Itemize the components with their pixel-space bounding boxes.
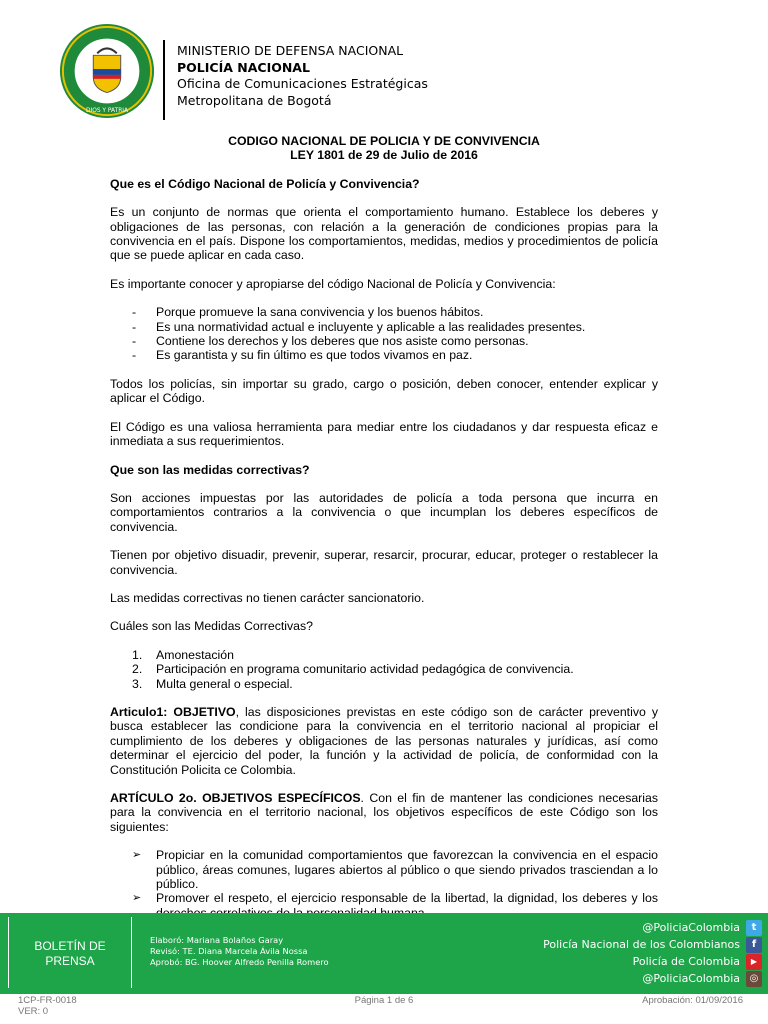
list-item: [110, 662, 658, 676]
twitter-icon: t: [746, 920, 762, 936]
page-number: Página 1 de 6: [354, 995, 414, 1006]
social-text: @PoliciaColombia: [642, 972, 740, 985]
list-item: [110, 677, 658, 691]
doc-version: VER: 0: [18, 1006, 49, 1017]
credits-block: [150, 935, 329, 968]
metro-name: Metropolitana de Bogotá: [177, 92, 332, 108]
article-label: ARTÍCULO 2o. OBJETIVOS ESPECÍFICOS: [110, 791, 361, 805]
social-link-facebook[interactable]: [502, 936, 762, 953]
document-meta-line: [0, 995, 768, 1024]
doc-code: 1CP-FR-0018: [18, 995, 77, 1006]
social-text: Policía de Colombia: [632, 955, 740, 968]
doc-subtitle: LEY 1801 de 29 de Julio de 2016: [290, 148, 478, 163]
office-name: Oficina de Comunicaciones Estratégicas: [177, 76, 428, 91]
credit-elaboro: Elaboró: Mariana Bolaños Garay: [150, 935, 284, 945]
list-item: - Porque promueve la sana convivencia y los buenos hábitos.: [110, 305, 658, 319]
paragraph: Es importante conocer y apropiarse del código Nacional de Policía y Convivencia:: [110, 276, 556, 291]
objectives-list: [110, 848, 658, 920]
paragraph: Cuáles son las Medidas Correctivas?: [110, 619, 313, 634]
list-number: 1.: [132, 647, 143, 662]
list-item: - Contiene los derechos y los deberes que nos asiste como personas.: [110, 334, 658, 348]
article-2: [110, 791, 658, 834]
header-divider: [163, 40, 165, 120]
paragraph: Las medidas correctivas no tienen carácter sancionatorio.: [110, 590, 425, 605]
social-link-youtube[interactable]: [502, 953, 762, 970]
list-text: Propiciar en la comunidad comportamientos que favorezcan la convivencia en el espacio público, áreas comunes, lugares abiertos al público o que siendo privados trasciendan a lo público.: [156, 848, 658, 892]
list-item: [110, 648, 658, 662]
paragraph: El Código es una valiosa herramienta para mediar entre los ciudadanos y dar respuesta eficaz e inmediata a sus requerimientos.: [110, 419, 658, 449]
ministry-name: MINISTERIO DE DEFENSA NACIONAL: [177, 43, 404, 58]
list-text: Promover el respeto, el ejercicio responsable de la libertad, la dignidad, los deberes y los: [156, 891, 658, 906]
paragraph: Es un conjunto de normas que orienta el comportamiento humano. Establece los deberes y obligaciones de las personas, con relación a la generación de condiciones propias para la convivencia en el país. Dispone los comportamientos, medidas, medios y procedimientos de policía que se puede aplicar en cada caso.: [110, 205, 658, 263]
instagram-icon: ◎: [746, 971, 762, 987]
boletin-label: BOLETÍN DE PRENSA: [34, 939, 106, 968]
question-heading: Que es el Código Nacional de Policía y Convivencia?: [110, 176, 420, 191]
facebook-icon: f: [746, 937, 762, 953]
youtube-icon: ▶: [746, 954, 762, 970]
credit-aprobo: Aprobó: BG. Hoover Alfredo Penilla Romero: [150, 957, 329, 967]
paragraph: Todos los policías, sin importar su grado, cargo o posición, deben conocer, entender explicar y aplicar el Código.: [110, 376, 658, 406]
article-text: , las disposiciones previstas en este código son de carácter preventivo y busca establecer las condicione para la convivencia en el territorio nacional al propiciar el cumplimiento de los deberes y obligaciones de las personas naturales y jurídicas, así como determinar el ejercicio del poder, la función y la actividad de policía, de conformidad con la Constitución Policita ce Colombia.: [110, 704, 658, 777]
social-text: Policía Nacional de los Colombianos: [543, 938, 740, 951]
article-text: . Con el fin de mantener las condiciones necesarias para la convivencia en el territorio nacional, los objetivos específicos de este Código son los siguientes:: [110, 791, 658, 834]
institution-block: [177, 43, 428, 109]
social-link-twitter[interactable]: [502, 919, 762, 936]
svg-text:DIOS Y PATRIA: DIOS Y PATRIA: [85, 108, 129, 115]
arrow-bullet-icon: ➢: [132, 892, 142, 905]
paragraph: Tienen por objetivo disuadir, prevenir, superar, resarcir, procurar, educar, proteger o restablecer la convivencia.: [110, 548, 658, 577]
police-seal-icon: [58, 22, 156, 120]
measures-list: [110, 648, 658, 691]
article-1: [110, 705, 658, 777]
institution-name: POLICÍA NACIONAL: [177, 59, 310, 75]
list-text: Multa general o especial.: [156, 676, 293, 691]
reasons-list: [110, 305, 658, 363]
list-item: - Es una normatividad actual e incluyente y aplicable a las realidades presentes.: [110, 320, 658, 334]
question-heading: Que son las medidas correctivas?: [110, 462, 310, 477]
social-text: @PoliciaColombia: [642, 921, 740, 934]
document-body: [110, 134, 658, 920]
letterhead: [0, 0, 768, 130]
social-links: [502, 919, 762, 987]
doc-title: CODIGO NACIONAL DE POLICIA Y DE CONVIVENCIA: [228, 134, 540, 148]
list-item: - Es garantista y su fin último es que todos vivamos en paz.: [110, 348, 658, 362]
boletin-box: [8, 917, 132, 988]
list-text: Participación en programa comunitario actividad pedagógica de convivencia.: [156, 662, 574, 677]
press-footer: [0, 913, 768, 994]
list-item: [110, 848, 658, 891]
approval-date: Aprobación: 01/09/2016: [642, 995, 743, 1006]
list-text: Amonestación: [156, 647, 234, 662]
social-link-instagram[interactable]: [502, 970, 762, 987]
list-number: 2.: [132, 662, 143, 677]
article-label: Articulo1: OBJETIVO: [110, 704, 236, 719]
paragraph: Son acciones impuestas por las autoridades de policía a toda persona que incurra en comportamientos contrarios a la convivencia o que incumplan los deberes específicos de convivencia.: [110, 490, 658, 534]
list-number: 3.: [132, 676, 143, 691]
arrow-bullet-icon: ➢: [132, 849, 142, 862]
credit-reviso: Revisó: TE. Diana Marcela Ávila Nossa: [150, 946, 308, 956]
